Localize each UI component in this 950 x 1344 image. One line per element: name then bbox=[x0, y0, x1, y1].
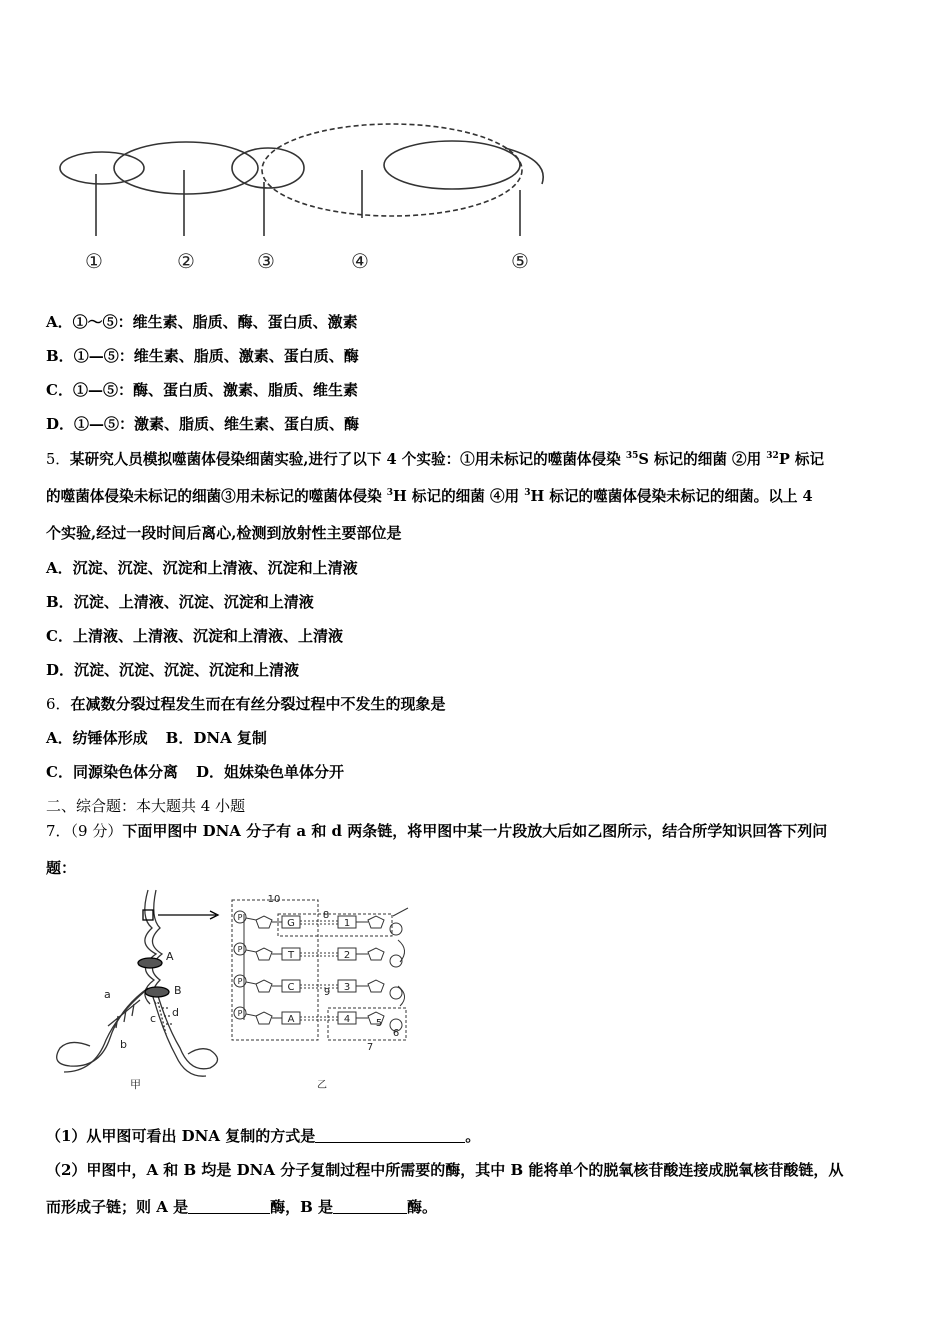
q4-option-a: A．①～⑤：维生素、脂质、酶、蛋白质、激素 bbox=[46, 313, 358, 331]
phosphate-circle-right bbox=[390, 987, 402, 999]
concept-ellipse-diagram bbox=[50, 110, 560, 280]
phosphate-circle-right bbox=[390, 923, 402, 935]
phosphate-label: P bbox=[237, 945, 243, 954]
base-left-label: T bbox=[287, 950, 295, 961]
label-B: B bbox=[174, 984, 182, 997]
q4-option-c: C．①—⑤：酶、蛋白质、激素、脂质、维生素 bbox=[46, 381, 358, 399]
answer-blank-2[interactable] bbox=[188, 1199, 270, 1214]
q5-stem-line2: 的噬菌体侵染未标记的细菌③用未标记的噬菌体侵染 $^3$H 标记的细菌 ④用 $^3$H 标记的噬菌体侵染未标记的细菌。以上 4 bbox=[46, 488, 813, 505]
base-left-label: A bbox=[287, 1014, 295, 1025]
label-5: 5 bbox=[375, 1018, 383, 1029]
bond-line bbox=[246, 982, 256, 984]
q5-stem-line1: 5．某研究人员模拟噬菌体侵染细菌实验,进行了以下 4 个实验：①用未标记的噬菌体侵染 $^{35}$S 标记的细菌 ②用 $^{32}$P 标记 bbox=[46, 451, 825, 468]
q7-sub2-line1: （2）甲图中，A 和 B 均是 DNA 分子复制过程中所需要的酶，其中 B 能将单个的脱氧核苷酸连接成脱氧核苷酸链，从 bbox=[46, 1161, 844, 1179]
phosphate-label: P bbox=[237, 977, 243, 986]
q7-sub1: （1）从甲图可看出 DNA 复制的方式是 。 bbox=[46, 1127, 481, 1145]
bond-line bbox=[246, 950, 256, 952]
q7-sub2-line2: 而形成子链；则 A 是 酶，B 是 酶。 bbox=[46, 1198, 438, 1216]
base-right-label: 1 bbox=[343, 918, 351, 929]
bond-line bbox=[246, 1014, 256, 1016]
deoxyribose-pentagon-right bbox=[368, 980, 384, 992]
label-A: A bbox=[166, 950, 174, 963]
box-8 bbox=[278, 914, 392, 936]
label-6: 6 bbox=[392, 1028, 400, 1039]
label-8: 8 bbox=[322, 910, 330, 921]
q6-options-cd: C．同源染色体分离 D．姐妹染色单体分开 bbox=[46, 763, 344, 781]
deoxyribose-pentagon-right bbox=[368, 948, 384, 960]
figure-yi-label: 乙 bbox=[317, 1080, 327, 1091]
answer-blank-1[interactable] bbox=[315, 1128, 465, 1143]
base-right-label: 4 bbox=[343, 1014, 351, 1025]
deoxyribose-pentagon bbox=[256, 980, 272, 992]
figure-yi-dna-segment bbox=[228, 890, 418, 1095]
deoxyribose-pentagon bbox=[256, 916, 272, 928]
ellipse-1 bbox=[60, 152, 144, 184]
base-left-label: G bbox=[287, 918, 295, 929]
phosphate-label: P bbox=[237, 913, 243, 922]
diagram-label-2: ② bbox=[177, 249, 195, 273]
ellipse-5 bbox=[384, 141, 520, 189]
base-right-label: 3 bbox=[343, 982, 351, 993]
deoxyribose-pentagon bbox=[256, 948, 272, 960]
ellipse-4 bbox=[262, 124, 522, 216]
q7-stem-line2: 题： bbox=[46, 859, 77, 877]
q5-option-b: B．沉淀、上清液、沉淀、沉淀和上清液 bbox=[46, 593, 314, 611]
label-10: 10 bbox=[267, 894, 281, 905]
diagram-label-3: ③ bbox=[257, 249, 275, 273]
label-7: 7 bbox=[366, 1042, 374, 1053]
label-d: d bbox=[172, 1006, 179, 1019]
label-b: b bbox=[120, 1038, 127, 1051]
deoxyribose-pentagon bbox=[256, 1012, 272, 1024]
base-right-label: 2 bbox=[343, 950, 351, 961]
phosphate-label: P bbox=[237, 1009, 243, 1018]
diagram-label-4: ④ bbox=[351, 249, 369, 273]
q5-option-a: A．沉淀、沉淀、沉淀和上清液、沉淀和上清液 bbox=[46, 559, 358, 577]
label-9: 9 bbox=[323, 987, 331, 998]
base-left-label: C bbox=[287, 982, 295, 993]
answer-blank-3[interactable] bbox=[333, 1199, 407, 1214]
ellipse-3 bbox=[232, 148, 304, 188]
q5-option-d: D．沉淀、沉淀、沉淀、沉淀和上清液 bbox=[46, 661, 300, 679]
q4-option-b: B．①—⑤：维生素、脂质、激素、蛋白质、酶 bbox=[46, 347, 359, 365]
enzyme-b bbox=[145, 987, 169, 997]
label-a: a bbox=[104, 988, 111, 1001]
deoxyribose-pentagon-right bbox=[368, 916, 384, 928]
q7-stem-line1: 7．（9 分）下面甲图中 DNA 分子有 a 和 d 两条链，将甲图中某一片段放大后如乙图所示，结合所学知识回答下列问 bbox=[46, 822, 828, 840]
q6-options-ab: A．纺锤体形成 B．DNA 复制 bbox=[46, 729, 267, 747]
bond-line bbox=[246, 918, 256, 920]
figure-jia-dna-replication bbox=[40, 888, 240, 1098]
q6-stem: 6．在减数分裂过程发生而在有丝分裂过程中不发生的现象是 bbox=[46, 695, 446, 713]
q4-option-d: D．①—⑤：激素、脂质、维生素、蛋白质、酶 bbox=[46, 415, 360, 433]
diagram-label-1: ① bbox=[85, 249, 103, 273]
q5-stem-line3: 个实验,经过一段时间后离心,检测到放射性主要部位是 bbox=[46, 524, 402, 542]
ellipse-2 bbox=[114, 142, 258, 194]
q5-option-c: C．上清液、上清液、沉淀和上清液、上清液 bbox=[46, 627, 343, 645]
diagram-label-5: ⑤ bbox=[511, 249, 529, 273]
label-c: c bbox=[150, 1012, 157, 1025]
section-heading: 二、综合题：本大题共 4 小题 bbox=[46, 797, 246, 815]
figure-jia-label: 甲 bbox=[130, 1078, 141, 1091]
enzyme-a bbox=[138, 958, 162, 968]
